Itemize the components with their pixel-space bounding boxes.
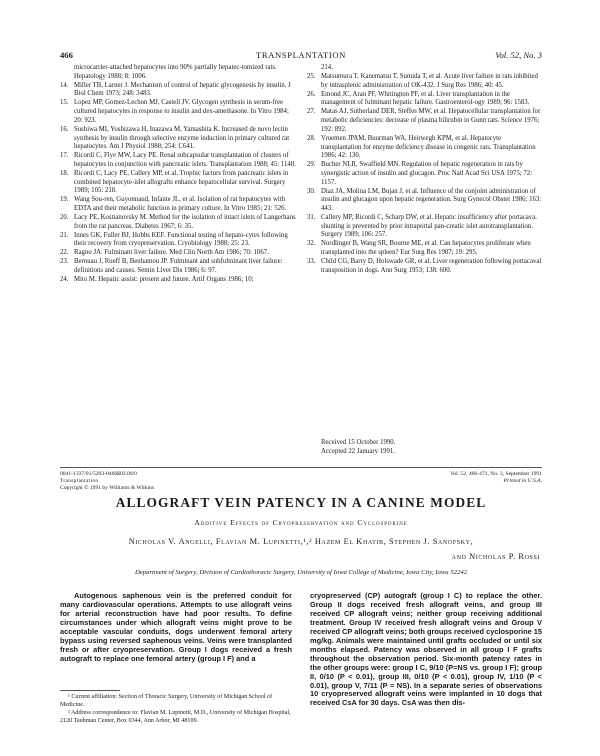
reference-item <box>307 135 543 161</box>
affiliation: Department of Surgery, Division of Cardiothoracic Surgery, University of Iowa College of Medicine, Iowa City, Iowa 52242 <box>134 569 468 576</box>
reference-item <box>60 99 296 125</box>
reference-item <box>307 91 543 108</box>
article-title: ALLOGRAFT VEIN PATENCY IN A CANINE MODEL <box>115 495 487 510</box>
reference-item <box>60 126 296 152</box>
reference-text: Lopez MP, Gomez-Lechon MJ, Castell JV. Glycogen synthesis in serum-free cultured hepatocytes in response to insulin and dex-amethasone. In Vitro 1984; 20: 923. <box>74 99 289 124</box>
article-dates <box>321 438 395 456</box>
reference-text: Ragno JA. Fulminant liver failure. Med Clin North Am 1986; 70: 1067. <box>74 249 269 257</box>
reference-number: 14. <box>60 81 69 89</box>
reference-number: 24. <box>60 276 69 284</box>
reference-text: Mito M. Hepatic assist: present and future. Artif Organs 1986; 10: <box>74 276 254 284</box>
running-header <box>60 50 542 62</box>
abstract-right-column: cryopreserved (CP) autograft (group I C) to replace the other. Group II dogs received fresh allograft veins, and group III received CP allograft veins; neither group receiving additional treatment. Group IV received fresh allograft veins and Group V received CP allograft veins; both groups received cyclosporine 15 mg/kg. Animals were maintained until grafts occluded or until six months elapsed. Patency was observed in all group I F grafts throughout the observation period. Six-month patency rates in the other groups were: group I C, 9/10 (P=NS vs. group I F); group II, 0/10 (P < 0.01), group III, 0/10 (P < 0.01), group IV, 1/10 (P < 0.01), group V, 7/11 (P = NS). In a separate series of observations 10 cryopreserved allograft veins were implanted in 10 dogs that received CsA for 30 days. CsA was then dis- <box>310 591 542 708</box>
abstract-left-column: Autogenous saphenous vein is the preferred conduit for many cardiovascular operations. Attempts to use allograft veins for arterial reconstruction have had poor results. To define circumstances under which allograft veins might prove to be acceptable vascular conduits, dogs underwent femoral artery bypass using reversed saphenous veins. Veins were transplanted fresh or after cryopreservation. Group I dogs received a fresh autograft to replace one femoral artery (group I F) and a <box>60 591 292 663</box>
reference-number: 19. <box>60 196 69 204</box>
reference-item <box>307 188 543 214</box>
volume-pages: Vol. 52, 466-471, No. 3, September 1991 <box>449 471 542 477</box>
reference-number: 31. <box>307 214 316 222</box>
reference-number: 20. <box>60 214 69 222</box>
reference-number: 32. <box>307 240 316 248</box>
reference-text: Lacy PE, Kostianovsky M. Method for the isolation of intact islets of Langerhans from the rat pancreas. Diabetes 1967; 6: 35. <box>74 214 296 230</box>
reference-text: Innes GK, Fuller BJ, Hobbs KEF. Functional testing of hepato-cytes following their recovery from cryopreservation. Cryobiology 1988; 25: 23. <box>74 231 288 248</box>
reference-text: Bucher NLR, Swaffield MN. Regulation of hepatic regeneration in rats by synergistic action of insulin and glucagon. Proc Natl Acad Sci USA 1975; 72: 1157. <box>321 161 533 186</box>
reference-number: 27. <box>307 108 316 116</box>
copyright-line: Copyright © 1991 by Williams & Wilkins <box>60 485 155 491</box>
reference-item <box>60 64 296 81</box>
received-date: Received 15 October 1990. <box>321 439 396 446</box>
reference-number: 29. <box>307 161 316 169</box>
reference-text: Child CG, Barry D, Holswade GR, et al. Liver regeneration following portacaval transposition in dogs. Ann Surg 1953; 138: 600. <box>321 258 542 274</box>
article-subtitle: Additive Effects of Cryopreservation and Cyclosporine <box>194 518 408 527</box>
reference-item <box>60 152 296 169</box>
reference-item <box>307 258 543 275</box>
journal-name: TRANSPLANTATION <box>256 50 346 60</box>
reference-number: 16. <box>60 125 69 133</box>
reference-text: microcarrier-attached hepatocytes into 90% partially hepatec-tomized rats. Hepatology 1988; 8: 1006. <box>74 64 277 80</box>
references-right-column <box>307 64 543 276</box>
reference-item <box>60 232 296 249</box>
reference-item <box>307 240 543 257</box>
reference-item <box>60 196 296 213</box>
footnote-2: ² Address correspondence to: Flavian M. Lupinetti, M.D., University of Michigan Hospital, 2120 Taubman Center, Box 0344, Ann Arbor, MI 48109. <box>60 710 291 724</box>
reference-text: Miller TB, Larner J. Mechanism of control of hepatic glycogenesis by insulin. J Biol Chem 1973; 248: 3483. <box>74 81 291 98</box>
section-divider <box>60 467 542 468</box>
article-meta-right <box>450 471 542 485</box>
reference-number: 30. <box>307 187 316 195</box>
footnote-1: ¹ Current affiliation: Section of Thoracic Surgery, University of Michigan School of Medicine. <box>60 694 273 708</box>
reference-number: 25. <box>307 73 316 80</box>
reference-text: 214. <box>321 64 333 71</box>
reference-item <box>307 64 543 73</box>
footnotes <box>60 694 292 726</box>
reference-number: 22. <box>60 249 69 257</box>
reference-number: 18. <box>60 169 69 177</box>
reference-text: Nordlinger B, Wang SR, Bourne ME, et al. Can hepatocytes proliferate when transplanted into the spleen? Eur Surg Res 1987; 19: 295. <box>321 240 531 257</box>
reference-text: Matsumura T, Kanematsu T, Sumida T, et al. Acute liver failure in rats inhibited by intrasplenic administration of OK-432. J Surg Res 1986; 40: 45. <box>321 73 538 89</box>
reference-number: 17. <box>60 152 69 160</box>
references-left-column <box>60 64 296 285</box>
footnote-divider <box>60 690 120 691</box>
reference-text: Bernuau J, Rueff B, Benhamou JP. Fulminant and subfulminant liver failure: definitions and causes. Semin Liver Dis 1986; 6: 97. <box>74 258 283 275</box>
reference-item <box>60 82 296 99</box>
reference-text: Sushiwa MI, Yoshizawa H, Inazawa M, Yamashita K. Increased de novo lectin synthesis by insulin through selective enzyme induction in primary cultured rat hepatocytes. Am J Physiol 1988; 254: C641. <box>74 125 290 151</box>
reference-text: Wang Sou-ren, Guyonnaud, Infante JL, et al. Isolation of rat hepatocytes with EDTA and their metabolic function in primary culture. In Vitro 1985; 21: 526. <box>74 196 287 213</box>
reference-text: Ricordi C, Flye MW, Lacy PE. Renal subcapsular transplantation of clusters of hepatocytes in conjunction with pancreatic islets. Transplantation 1988; 45: 1148. <box>74 152 296 168</box>
reference-item <box>307 161 543 187</box>
reference-text: Callery MP, Ricordi C, Scharp DW, et al. Hepatic insufficiency after portacava. shunting is prevented by prior intraportal pan-creatic islet autotransplantation. Surgery 1989; 106: 257. <box>321 214 537 239</box>
page-number: 466 <box>60 50 73 60</box>
reference-text: Emond JC, Aran PF, Whitington PF, et al. Liver transplantation in the management of fulminant hepatic failure. Gastroenterol-ogy 1989; 96: 1583. <box>321 90 530 107</box>
reference-number: 15. <box>60 99 69 107</box>
reference-number: 21. <box>60 231 69 239</box>
issn-code: 0041-1337/91/5203-0466$03.00/0 <box>60 471 137 477</box>
reference-item <box>60 276 296 285</box>
reference-number: 33. <box>307 258 316 266</box>
reference-number: 28. <box>307 134 316 142</box>
volume-issue: Vol. 52, No. 3 <box>495 50 542 60</box>
reference-item <box>60 258 296 275</box>
reference-item <box>307 73 543 90</box>
reference-text: Matas AJ, Sutherland DER, Steffes MW, et al. Hepatocellular transplantation for metabolic deficiencies: decrease of plasma bilirubin in Gunn rats. Science 1976; 192: 892. <box>321 108 541 133</box>
authors-line-2: and Nicholas P. Rossi <box>451 552 540 561</box>
authors-line-1: Nicholas V. Angelli, Flavian M. Lupinetti,¹,² Hazem El Khatib, Stephen J. Sanofsky, <box>128 537 474 546</box>
reference-text: Vroemen JPAM, Buurman WA, Heirwegh KPM, et al. Hepatocyte transplantation for enzyme deficiency disease in congenic rats. Transplantation 1986; 42: 130. <box>321 134 536 160</box>
reference-item <box>60 249 296 258</box>
reference-item <box>307 108 543 134</box>
printed-in: Printed in U.S.A. <box>503 478 542 484</box>
reference-text: Ricordi C, Lacy PE, Callery MP, et al. Trophic factors from pancreatic islets in combined hepatocyte-islet allografts enhance hepatocellular survival. Surgery 1989; 105: 218. <box>74 169 289 195</box>
reference-item <box>60 214 296 231</box>
accepted-date: Accepted 22 January 1991. <box>321 448 395 455</box>
article-meta-left <box>60 471 154 492</box>
reference-item <box>60 170 296 196</box>
reference-item <box>307 214 543 240</box>
reference-number: 26. <box>307 90 316 98</box>
reference-number: 23. <box>60 258 69 266</box>
journal-label: Transplantation <box>60 478 99 484</box>
reference-text: Diaz JA, Molina LM, Bujan J, et al. Influence of the conjoint administration of insulin and glucagon upon hepatic regeneration. Surg Gynecol Obstet 1986; 163: 443. <box>321 187 542 213</box>
